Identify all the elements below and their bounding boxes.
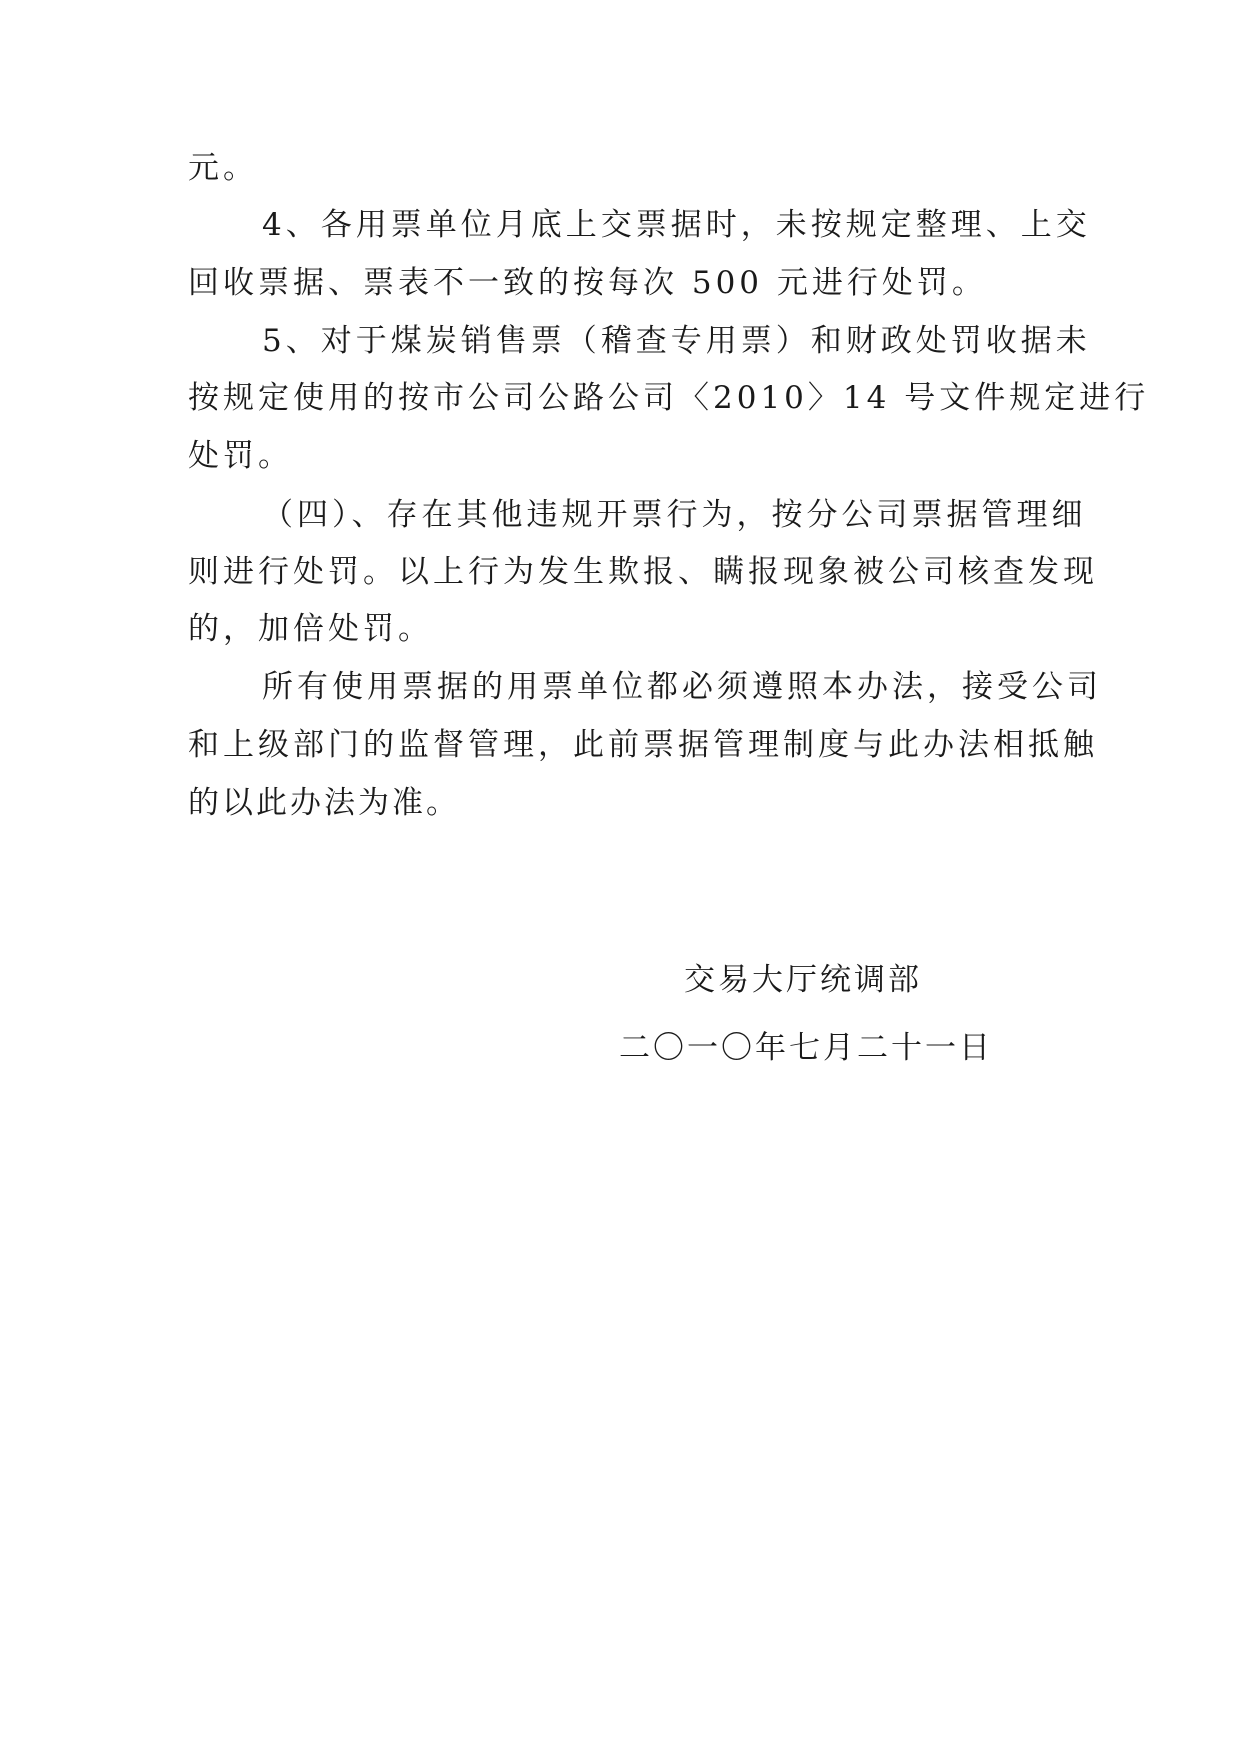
text-line-3: 回收票据、票表不一致的按每次 500 元进行处罚。 (188, 265, 987, 301)
text-line-4: 5、对于煤炭销售票（稽查专用票）和财政处罚收据未 (262, 323, 1091, 359)
signature-organization: 交易大厅统调部 (684, 962, 922, 998)
text-line-11: 和上级部门的监督管理，此前票据管理制度与此办法相抵触 (188, 727, 1098, 763)
text-line-6: 处罚。 (188, 438, 293, 474)
text-line-1: 元。 (188, 150, 258, 186)
text-line-2: 4、各用票单位月底上交票据时，未按规定整理、上交 (262, 207, 1091, 243)
text-line-9: 的，加倍处罚。 (188, 611, 433, 647)
text-line-10: 所有使用票据的用票单位都必须遵照本办法，接受公司 (262, 669, 1102, 705)
text-line-7: （四）、存在其他违规开票行为，按分公司票据管理细 (262, 497, 1087, 533)
text-line-12: 的以此办法为准。 (188, 785, 460, 821)
text-line-5: 按规定使用的按市公司公路公司〈2010〉14 号文件规定进行 (188, 380, 1150, 416)
text-line-8: 则进行处罚。以上行为发生欺报、瞒报现象被公司核查发现 (188, 554, 1098, 590)
signature-date: 二〇一〇年七月二十一日 (619, 1030, 993, 1066)
